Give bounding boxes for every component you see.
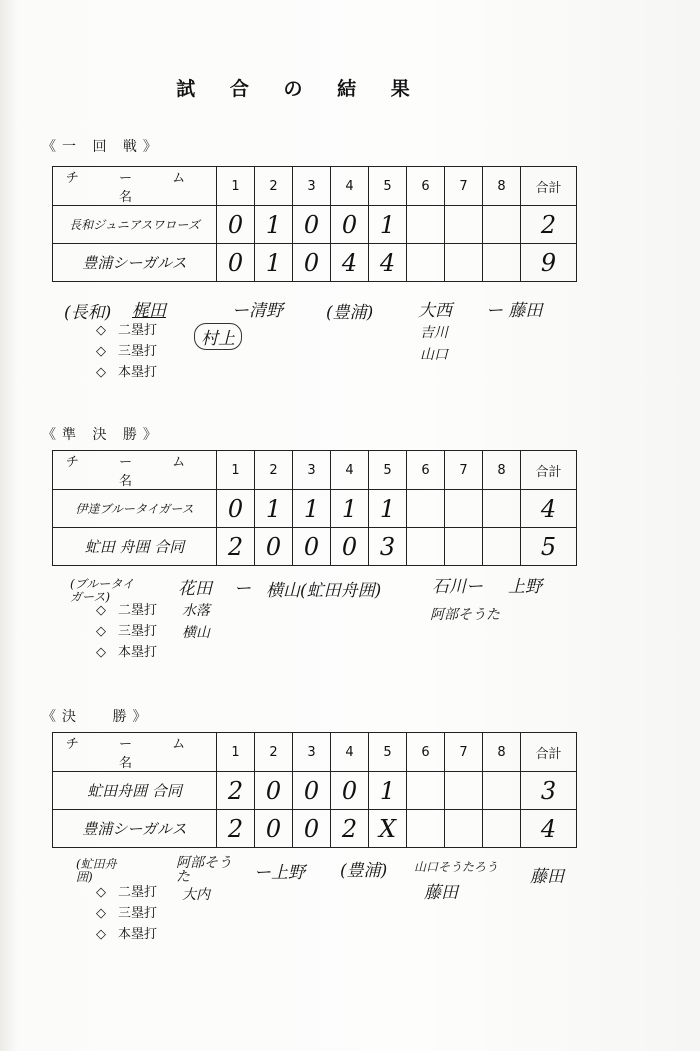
diamond-icon: ◇: [96, 344, 106, 359]
total-header: 合計: [521, 167, 577, 206]
inning-score: 2: [331, 810, 369, 848]
table-row: [53, 810, 577, 848]
hit-type-label: 三塁打: [118, 344, 158, 359]
inning-score: [445, 244, 483, 282]
inning-header: 2: [255, 733, 293, 772]
inning-score: [407, 206, 445, 244]
table-header-row: [53, 451, 577, 490]
hit-type-label: 本塁打: [118, 645, 158, 660]
handwritten-note: 大西: [418, 301, 452, 321]
handwritten-note: ー上野: [254, 863, 305, 883]
handwritten-note: (豊浦): [326, 303, 374, 323]
inning-score: 2: [217, 528, 255, 566]
handwritten-note: 大内: [182, 887, 210, 903]
handwritten-note: 梶田: [132, 301, 166, 321]
hit-list: [96, 320, 157, 383]
inning-header: 8: [483, 167, 521, 206]
handwritten-note: (豊浦): [340, 861, 388, 881]
inning-score: [407, 244, 445, 282]
inning-header: 7: [445, 451, 483, 490]
inning-header: 3: [293, 451, 331, 490]
inning-score: [407, 810, 445, 848]
handwritten-note: 藤田: [424, 883, 458, 903]
inning-score: 0: [331, 772, 369, 810]
inning-score: [407, 490, 445, 528]
table-row: [53, 528, 577, 566]
section-label-final: 《決 勝》: [42, 709, 153, 725]
inning-score: 0: [255, 810, 293, 848]
inning-header: 6: [407, 451, 445, 490]
diamond-icon: ◇: [96, 624, 106, 639]
total-score: 4: [521, 490, 577, 528]
inning-score: 0: [217, 244, 255, 282]
inning-header: 7: [445, 167, 483, 206]
table-row: [53, 772, 577, 810]
inning-score: 0: [217, 490, 255, 528]
hit-list: [96, 882, 157, 945]
inning-header: 5: [369, 167, 407, 206]
team-name: 豊浦シーガルス: [53, 244, 217, 282]
inning-score: 1: [293, 490, 331, 528]
inning-score: [483, 810, 521, 848]
hit-type-label: 三塁打: [118, 906, 158, 921]
handwritten-note: 吉川: [420, 325, 448, 341]
inning-header: 4: [331, 733, 369, 772]
inning-score: [483, 772, 521, 810]
handwritten-note: (長和): [64, 303, 112, 323]
inning-score: 0: [293, 528, 331, 566]
inning-score: [483, 528, 521, 566]
score-table-semifinal: [52, 450, 577, 566]
handwritten-note: 村上: [194, 323, 242, 350]
inning-score: [483, 244, 521, 282]
inning-score: [407, 772, 445, 810]
inning-score: X: [369, 810, 407, 848]
inning-score: 0: [331, 206, 369, 244]
inning-score: [445, 206, 483, 244]
hit-type-label: 本塁打: [118, 365, 158, 380]
total-header: 合計: [521, 733, 577, 772]
diamond-icon: ◇: [96, 927, 106, 942]
handwritten-note: (ブルータイガース): [70, 577, 134, 604]
handwritten-note: ー清野: [232, 301, 283, 321]
handwritten-note: ー: [234, 579, 251, 599]
inning-header: 6: [407, 167, 445, 206]
total-header: 合計: [521, 451, 577, 490]
team-name: 虻田 舟囲 合同: [53, 528, 217, 566]
team-name: 長和ジュニアスワローズ: [53, 206, 217, 244]
diamond-icon: ◇: [96, 885, 106, 900]
table-header-row: [53, 167, 577, 206]
inning-score: 0: [255, 772, 293, 810]
inning-score: 4: [369, 244, 407, 282]
handwritten-note: 上野: [508, 577, 542, 597]
inning-score: 0: [293, 772, 331, 810]
inning-header: 5: [369, 733, 407, 772]
inning-header: 1: [217, 733, 255, 772]
inning-score: [483, 490, 521, 528]
handwritten-note: 藤田: [530, 867, 564, 887]
hit-type-label: 本塁打: [118, 927, 158, 942]
team-name: 豊浦シーガルス: [53, 810, 217, 848]
inning-score: 2: [217, 810, 255, 848]
inning-header: 2: [255, 451, 293, 490]
inning-score: 1: [255, 244, 293, 282]
hit-list: [96, 600, 157, 663]
inning-score: 1: [255, 206, 293, 244]
handwritten-note: 山口: [420, 347, 448, 363]
diamond-icon: ◇: [96, 365, 106, 380]
team-name: 伊達ブルータイガース: [53, 490, 217, 528]
handwritten-note: 横山: [182, 625, 210, 641]
table-row: [53, 206, 577, 244]
section-label-semifinal: 《準 決 勝》: [42, 427, 163, 443]
inning-score: 1: [369, 772, 407, 810]
inning-score: 4: [331, 244, 369, 282]
handwritten-note: 阿部そうた: [176, 855, 232, 885]
diamond-icon: ◇: [96, 603, 106, 618]
inning-header: 8: [483, 733, 521, 772]
inning-header: 7: [445, 733, 483, 772]
handwritten-note: (虻田舟囲): [76, 857, 117, 884]
diamond-icon: ◇: [96, 323, 106, 338]
inning-score: [445, 528, 483, 566]
handwritten-note: 横山(虻田舟囲): [266, 581, 382, 601]
inning-score: 0: [293, 206, 331, 244]
inning-header: 4: [331, 451, 369, 490]
inning-header: 4: [331, 167, 369, 206]
inning-score: 1: [255, 490, 293, 528]
total-score: 5: [521, 528, 577, 566]
table-row: [53, 490, 577, 528]
handwritten-note: 水落: [182, 603, 210, 619]
handwritten-note: 山口そうたろう: [414, 860, 499, 874]
total-score: 9: [521, 244, 577, 282]
inning-header: 8: [483, 451, 521, 490]
inning-score: 0: [331, 528, 369, 566]
team-name: 虻田舟囲 合同: [53, 772, 217, 810]
inning-header: 1: [217, 451, 255, 490]
total-score: 2: [521, 206, 577, 244]
hit-type-label: 二塁打: [118, 323, 158, 338]
diamond-icon: ◇: [96, 906, 106, 921]
inning-score: 0: [255, 528, 293, 566]
inning-header: 6: [407, 733, 445, 772]
total-score: 4: [521, 810, 577, 848]
inning-score: 0: [217, 206, 255, 244]
inning-score: 0: [293, 244, 331, 282]
inning-score: 3: [369, 528, 407, 566]
hit-type-label: 二塁打: [118, 603, 158, 618]
table-row: [53, 244, 577, 282]
handwritten-note: 花田: [178, 579, 212, 599]
page-title: 試 合 の 結 果: [176, 78, 424, 100]
inning-header: 2: [255, 167, 293, 206]
handwritten-note: 阿部そうた: [430, 607, 500, 623]
inning-score: 1: [331, 490, 369, 528]
inning-header: 5: [369, 451, 407, 490]
team-header: チ ー ム 名: [53, 167, 217, 206]
inning-header: 1: [217, 167, 255, 206]
handwritten-note: ー 藤田: [486, 301, 543, 321]
handwritten-note: 石川ー: [432, 577, 483, 597]
inning-score: [407, 528, 445, 566]
inning-score: 0: [293, 810, 331, 848]
inning-score: [483, 206, 521, 244]
inning-header: 3: [293, 733, 331, 772]
score-table-first-round: [52, 166, 577, 282]
inning-score: [445, 810, 483, 848]
hit-type-label: 二塁打: [118, 885, 158, 900]
inning-score: 2: [217, 772, 255, 810]
score-table-final: [52, 732, 577, 848]
inning-header: 3: [293, 167, 331, 206]
section-label-first-round: 《一 回 戦》: [42, 139, 163, 155]
table-header-row: [53, 733, 577, 772]
hit-type-label: 三塁打: [118, 624, 158, 639]
team-header: チ ー ム 名: [53, 733, 217, 772]
inning-score: [445, 490, 483, 528]
inning-score: [445, 772, 483, 810]
inning-score: 1: [369, 206, 407, 244]
diamond-icon: ◇: [96, 645, 106, 660]
team-header: チ ー ム 名: [53, 451, 217, 490]
total-score: 3: [521, 772, 577, 810]
inning-score: 1: [369, 490, 407, 528]
